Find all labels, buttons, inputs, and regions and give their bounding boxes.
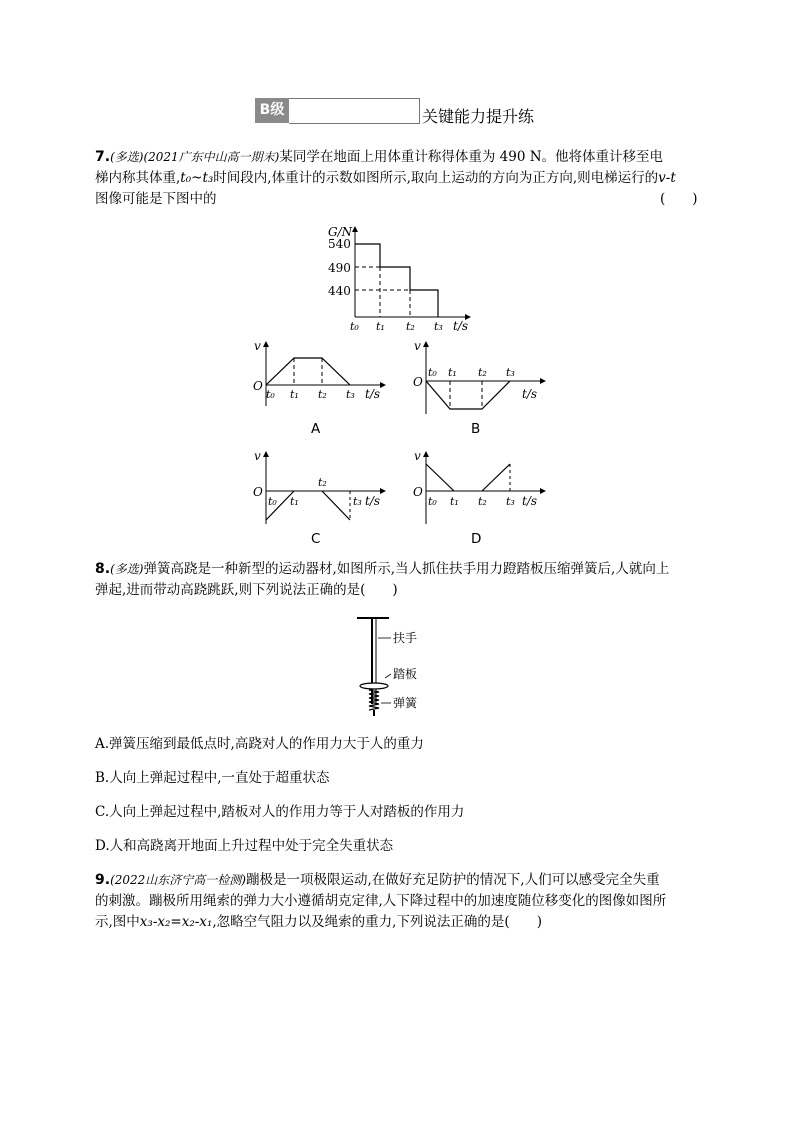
a-v-line xyxy=(266,358,350,385)
svg-text:t₃: t₃ xyxy=(346,388,355,401)
q7-line3: 图像可能是下图中的 xyxy=(95,191,217,207)
option-c-graph xyxy=(250,448,390,528)
g-y-label: G/N xyxy=(328,225,353,239)
q9-line2: 的刺激。蹦极所用绳索的弹力大小遵循胡克定律,人下降过程中的加速度随位移变化的图像如图所 xyxy=(95,893,667,909)
q8-number: 8 xyxy=(95,561,105,577)
d-v-seg1 xyxy=(426,464,454,491)
svg-text:t₂: t₂ xyxy=(478,495,487,508)
svg-text:t₁: t₁ xyxy=(290,495,299,508)
svg-text:t₁: t₁ xyxy=(448,366,457,379)
pogo-stick-figure xyxy=(345,612,465,722)
svg-text:t₀: t₀ xyxy=(268,495,277,508)
svg-text:t/s: t/s xyxy=(522,387,538,401)
level-badge: B级 xyxy=(255,98,289,123)
svg-text:v: v xyxy=(414,339,421,353)
g-x-tick-1: t₁ xyxy=(376,320,385,332)
spring-coil xyxy=(369,690,379,710)
q9-number: 9 xyxy=(95,872,105,888)
q8-option-d[interactable]: D.人和高跷离开地面上升过程中处于完全失重状态 xyxy=(95,838,394,854)
c-v-seg2 xyxy=(322,491,350,520)
svg-text:O: O xyxy=(413,375,423,389)
svg-text:t₂: t₂ xyxy=(318,388,327,401)
option-d-label[interactable]: D xyxy=(471,531,482,547)
g-t-graph xyxy=(320,222,480,332)
svg-text:v: v xyxy=(414,449,421,463)
svg-text:t₂: t₂ xyxy=(318,476,327,489)
svg-text:O: O xyxy=(253,485,263,499)
g-x-label: t/s xyxy=(453,319,469,332)
q9-line1: 9.(2022山东济宁高一检测)蹦极是一项极限运动,在做好充足防护的情况下,人们可以感受完全失重 xyxy=(95,872,660,888)
g-tick-540: 540 xyxy=(328,237,351,251)
svg-text:t/s: t/s xyxy=(522,494,538,508)
g-tick-440: 440 xyxy=(328,284,351,298)
option-c-label[interactable]: C xyxy=(311,531,321,547)
svg-text:t₃: t₃ xyxy=(353,495,362,508)
option-d-graph xyxy=(410,448,550,528)
svg-text:t₀: t₀ xyxy=(428,495,437,508)
option-b-label[interactable]: B xyxy=(471,421,481,437)
b-v-line xyxy=(426,381,510,409)
pedal xyxy=(360,683,388,689)
g-x-tick-2: t₂ xyxy=(406,320,415,332)
level-badge-frame xyxy=(289,98,420,124)
q7-tag: (多选)(2021广东中山高一期末) xyxy=(110,150,280,164)
q8-tag: (多选) xyxy=(110,562,144,576)
svg-text:t₃: t₃ xyxy=(506,366,515,379)
d-v-seg2 xyxy=(482,464,510,491)
option-b-graph xyxy=(410,338,550,418)
svg-text:t₂: t₂ xyxy=(478,366,487,379)
g-step-line xyxy=(355,244,438,317)
q7-line2: 梯内称其体重,t₀~t₃时间段内,体重计的示数如图所示,取向上运动的方向为正方向,则电梯运行的v-t xyxy=(95,170,676,186)
q7-line1: 7.(多选)(2021广东中山高一期末)某同学在地面上用体重计称得体重为 490 N。他将体重计移至电 xyxy=(95,149,664,165)
q7-answer-blank[interactable]: ( ) xyxy=(660,191,698,207)
q7-number: 7 xyxy=(95,149,105,165)
q8-line1: 8.(多选)弹簧高跷是一种新型的运动器材,如图所示,当人抓住扶手用力蹬踏板压缩弹簧后,人就向上 xyxy=(95,561,670,577)
label-pedal: 踏板 xyxy=(393,667,418,681)
svg-text:t/s: t/s xyxy=(365,494,381,508)
g-tick-490: 490 xyxy=(328,261,351,275)
q9-tag: (2022山东济宁高一检测) xyxy=(110,873,246,887)
svg-text:t₁: t₁ xyxy=(290,388,299,401)
svg-text:O: O xyxy=(413,485,423,499)
q8-option-b[interactable]: B.人向上弹起过程中,一直处于超重状态 xyxy=(95,770,330,786)
svg-text:t₃: t₃ xyxy=(506,495,515,508)
option-a-label[interactable]: A xyxy=(311,421,321,437)
svg-text:v: v xyxy=(254,449,261,463)
g-x-tick-3: t₃ xyxy=(434,320,443,332)
svg-text:t₀: t₀ xyxy=(428,366,437,379)
g-x-tick-0: t₀ xyxy=(350,320,359,332)
q8-line2: 弹起,进而带动高跷跳跃,则下列说法正确的是( ) xyxy=(95,582,398,598)
option-a-graph xyxy=(250,338,390,410)
section-title: 关键能力提升练 xyxy=(422,107,535,126)
q8-option-a[interactable]: A.弹簧压缩到最低点时,高跷对人的作用力大于人的重力 xyxy=(95,736,424,752)
svg-text:t₀: t₀ xyxy=(266,388,275,401)
svg-text:t₁: t₁ xyxy=(450,495,459,508)
label-spring: 弹簧 xyxy=(393,696,418,710)
q9-line3: 示,图中x₃-x₂=x₂-x₁,忽略空气阻力以及绳索的重力,下列说法正确的是( ) xyxy=(95,914,542,930)
q8-option-c[interactable]: C.人向上弹起过程中,踏板对人的作用力等于人对踏板的作用力 xyxy=(95,804,465,820)
svg-text:t/s: t/s xyxy=(365,387,381,401)
a-origin: O xyxy=(253,379,263,393)
a-v-label: v xyxy=(254,339,261,353)
label-handle: 扶手 xyxy=(393,631,418,645)
